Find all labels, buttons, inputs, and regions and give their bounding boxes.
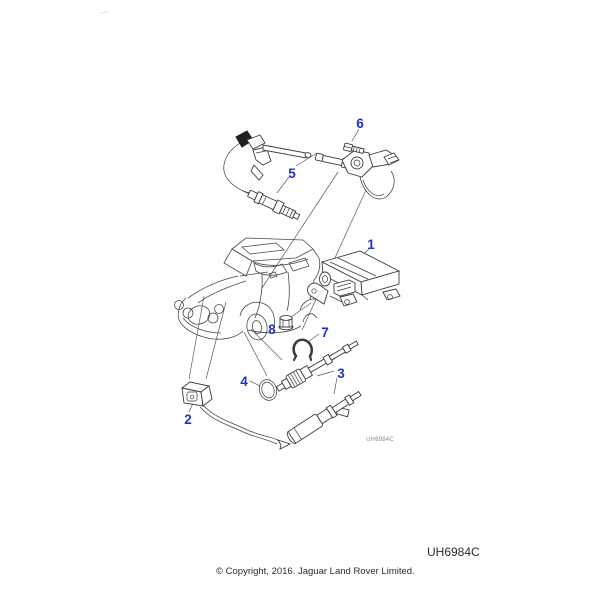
car-illustration	[175, 238, 320, 342]
diagram-inline-code: UH6984C	[366, 437, 394, 443]
part-5-sensor	[241, 185, 301, 222]
corner-tick	[100, 12, 108, 13]
callout-6[interactable]: 6	[356, 116, 364, 131]
part-5-harness-connector	[224, 131, 399, 199]
part-4-o-ring	[257, 377, 280, 402]
part-3-speed-sensor-upper	[274, 337, 361, 395]
callout-3[interactable]: 3	[337, 366, 345, 381]
part-8-nut	[279, 316, 293, 330]
callout-7[interactable]: 7	[321, 325, 329, 340]
callout-2[interactable]: 2	[184, 412, 192, 427]
callout-4[interactable]: 4	[240, 374, 248, 389]
callout-1[interactable]: 1	[367, 237, 375, 252]
part-3-speed-sensor-lower	[286, 387, 367, 450]
callout-8[interactable]: 8	[268, 322, 276, 337]
copyright-text: © Copyright, 2016. Jaguar Land Rover Limited.	[216, 566, 415, 577]
callout-5[interactable]: 5	[288, 166, 296, 181]
part-7-clip	[294, 340, 312, 360]
part-1-control-module	[308, 251, 400, 306]
part-2-bracket-strap	[182, 382, 290, 449]
figure-code: UH6984C	[427, 545, 480, 559]
